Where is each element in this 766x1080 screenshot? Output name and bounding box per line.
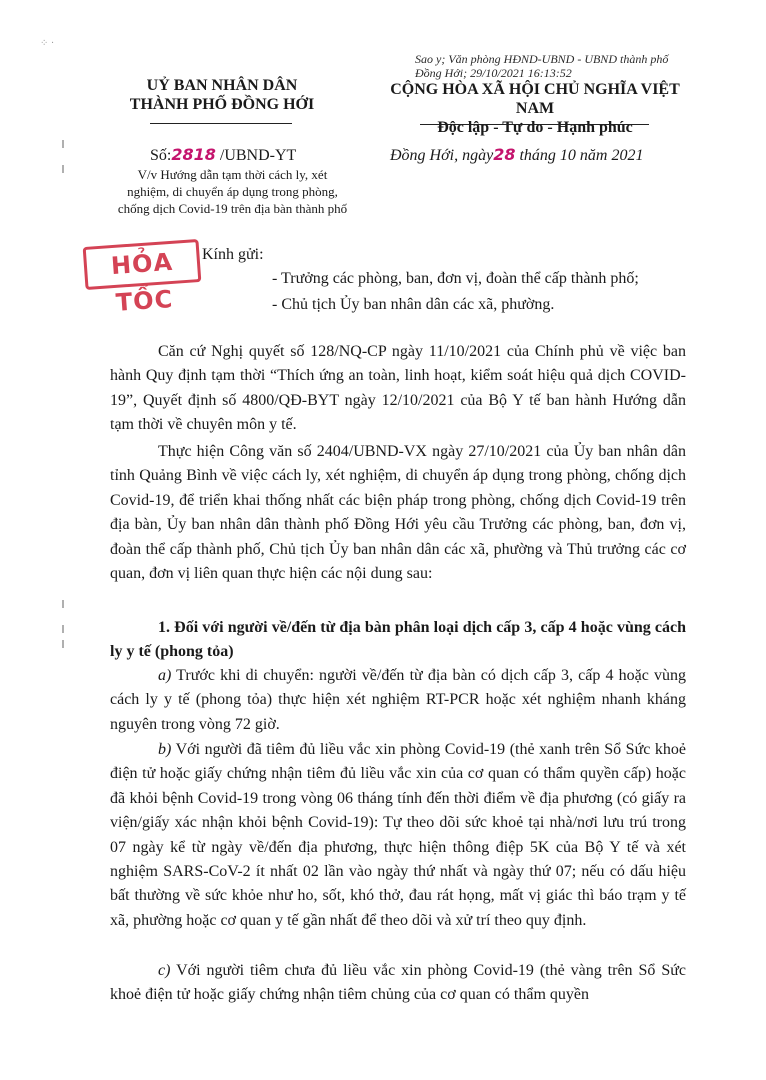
- item-a: [110, 664, 686, 737]
- recipient-1: - Trưởng các phòng, ban, đơn vị, đoàn thể cấp thành phố;: [272, 270, 639, 287]
- document-subject: [100, 166, 365, 217]
- scan-speckle: ⁘ ·: [40, 38, 55, 49]
- national-header: [380, 80, 690, 138]
- agency-line1: UỶ BAN NHÂN DÂN: [146, 77, 298, 94]
- item-c-label: c): [158, 962, 171, 979]
- doc-number-suffix: /UBND-YT: [219, 147, 297, 164]
- scan-mark: [62, 625, 64, 633]
- date-prefix: Đồng Hới, ngày: [390, 147, 494, 164]
- agency-line2: THÀNH PHỐ ĐỒNG HỚI: [129, 96, 315, 113]
- subject-line1: V/v Hướng dẫn tạm thời cách ly, xét: [137, 167, 328, 182]
- greeting: Kính gửi:: [202, 246, 264, 263]
- subject-line3: chống dịch Covid-19 trên địa bàn thành phố: [117, 201, 348, 216]
- agency-underline: [150, 123, 292, 124]
- paragraph-implementation: Thực hiện Công văn số 2404/UBND-VX ngày 27/10/2021 của Ủy ban nhân dân tỉnh Quảng Bình về việc cách ly, xét nghiệm, di chuyển áp dụng trong phòng, chống dịch Covid-19, để triển khai thống nhất các biện pháp trong phòng, chống dịch Covid-19 trên địa bàn, Ủy ban nhân dân thành phố Đồng Hới yêu cầu Trưởng các phòng, ban, đơn vị, đoàn thể cấp thành phố, Chủ tịch Ủy ban nhân dân các xã, phường và Thủ trưởng các cơ quan, đơn vị liên quan thực hiện các nội dung sau:: [110, 443, 686, 583]
- item-b-label: b): [158, 741, 172, 758]
- recipient-2: - Chủ tịch Ủy ban nhân dân các xã, phường.: [272, 296, 555, 313]
- nation-title: CỘNG HÒA XÃ HỘI CHỦ NGHĨA VIỆT NAM: [390, 81, 680, 117]
- copy-note-line1: Sao y; Văn phòng HĐND-UBND - UBND thành phố: [415, 52, 669, 66]
- item-a-text: Trước khi di chuyển: người về/đến từ địa bàn có dịch cấp 3, cấp 4 hoặc vùng cách ly y tế (phong tỏa) thực hiện xét nghiệm RT-PCR hoặc xét nghiệm nhanh kháng nguyên trong vòng 72 giờ.: [110, 667, 686, 733]
- urgent-stamp: HỎA TỐC: [83, 239, 202, 290]
- item-b-text: Với người đã tiêm đủ liều vắc xin phòng Covid-19 (thẻ xanh trên Sổ Sức khoẻ điện tử hoặc giấy chứng nhận tiêm đủ liều vắc xin của cơ quan có thẩm quyền cấp) hoặc đã khỏi bệnh Covid-19 trong vòng 06 tháng tính đến thời điểm về địa phương (có giấy ra viện/giấy xác nhận khỏi bệnh Covid-19): Tự theo dõi sức khoẻ tại nhà/nơi lưu trú trong 07 ngày kể từ ngày về/đến địa phương, thực hiện thông điệp 5K của Bộ Y tế và xét nghiệm SARS-CoV-2 ít nhất 02 lần vào ngày thứ nhất và ngày thứ 07; nếu có dấu hiệu bất thường về sức khỏe như ho, sốt, khó thở, đau rát họng, mất vị giác thì báo trạm y tế xã, phường hoặc cơ quan y tế gần nhất để theo dõi và xử trí theo quy định.: [110, 741, 686, 929]
- item-b: [110, 738, 686, 933]
- copy-certification-note: [415, 52, 668, 80]
- scan-mark: [62, 165, 64, 173]
- document-number: [150, 145, 296, 165]
- issuing-agency: [92, 76, 352, 114]
- paragraph-legal-basis: Căn cứ Nghị quyết số 128/NQ-CP ngày 11/10/2021 của Chính phủ về việc ban hành Quy định tạm thời “Thích ứng an toàn, linh hoạt, kiểm soát hiệu quả dịch COVID-19”, Quyết định số 4800/QĐ-BYT ngày 12/10/2021 của Bộ Y tế ban hành Hướng dẫn tạm thời về chuyên môn y tế.: [110, 343, 686, 434]
- item-c-text: Với người tiêm chưa đủ liều vắc xin phòng Covid-19 (thẻ vàng trên Sổ Sức khoẻ điện tử hoặc giấy chứng nhận tiêm chủng của cơ quan có thẩm quyền: [110, 962, 686, 1004]
- issue-date: [390, 145, 643, 165]
- national-motto: Độc lập - Tự do - Hạnh phúc: [437, 119, 633, 136]
- doc-number-handwritten: 2818: [171, 145, 216, 164]
- scan-mark: [62, 600, 64, 608]
- date-day-handwritten: 28: [493, 145, 516, 164]
- date-suffix: tháng 10 năm 2021: [519, 147, 644, 164]
- copy-note-line2: Đồng Hới; 29/10/2021 16:13:52: [415, 66, 572, 80]
- item-c: [110, 959, 686, 1008]
- subject-line2: nghiệm, di chuyển áp dụng trong phòng,: [127, 184, 338, 199]
- scan-mark: [62, 640, 64, 648]
- motto-underline: [420, 124, 649, 125]
- section-1-heading: 1. Đối với người về/đến từ địa bàn phân loại dịch cấp 3, cấp 4 hoặc vùng cách ly y tế (phong tỏa): [110, 619, 686, 661]
- scan-mark: [62, 140, 64, 148]
- doc-number-prefix: Số:: [150, 147, 172, 164]
- item-a-label: a): [158, 667, 172, 684]
